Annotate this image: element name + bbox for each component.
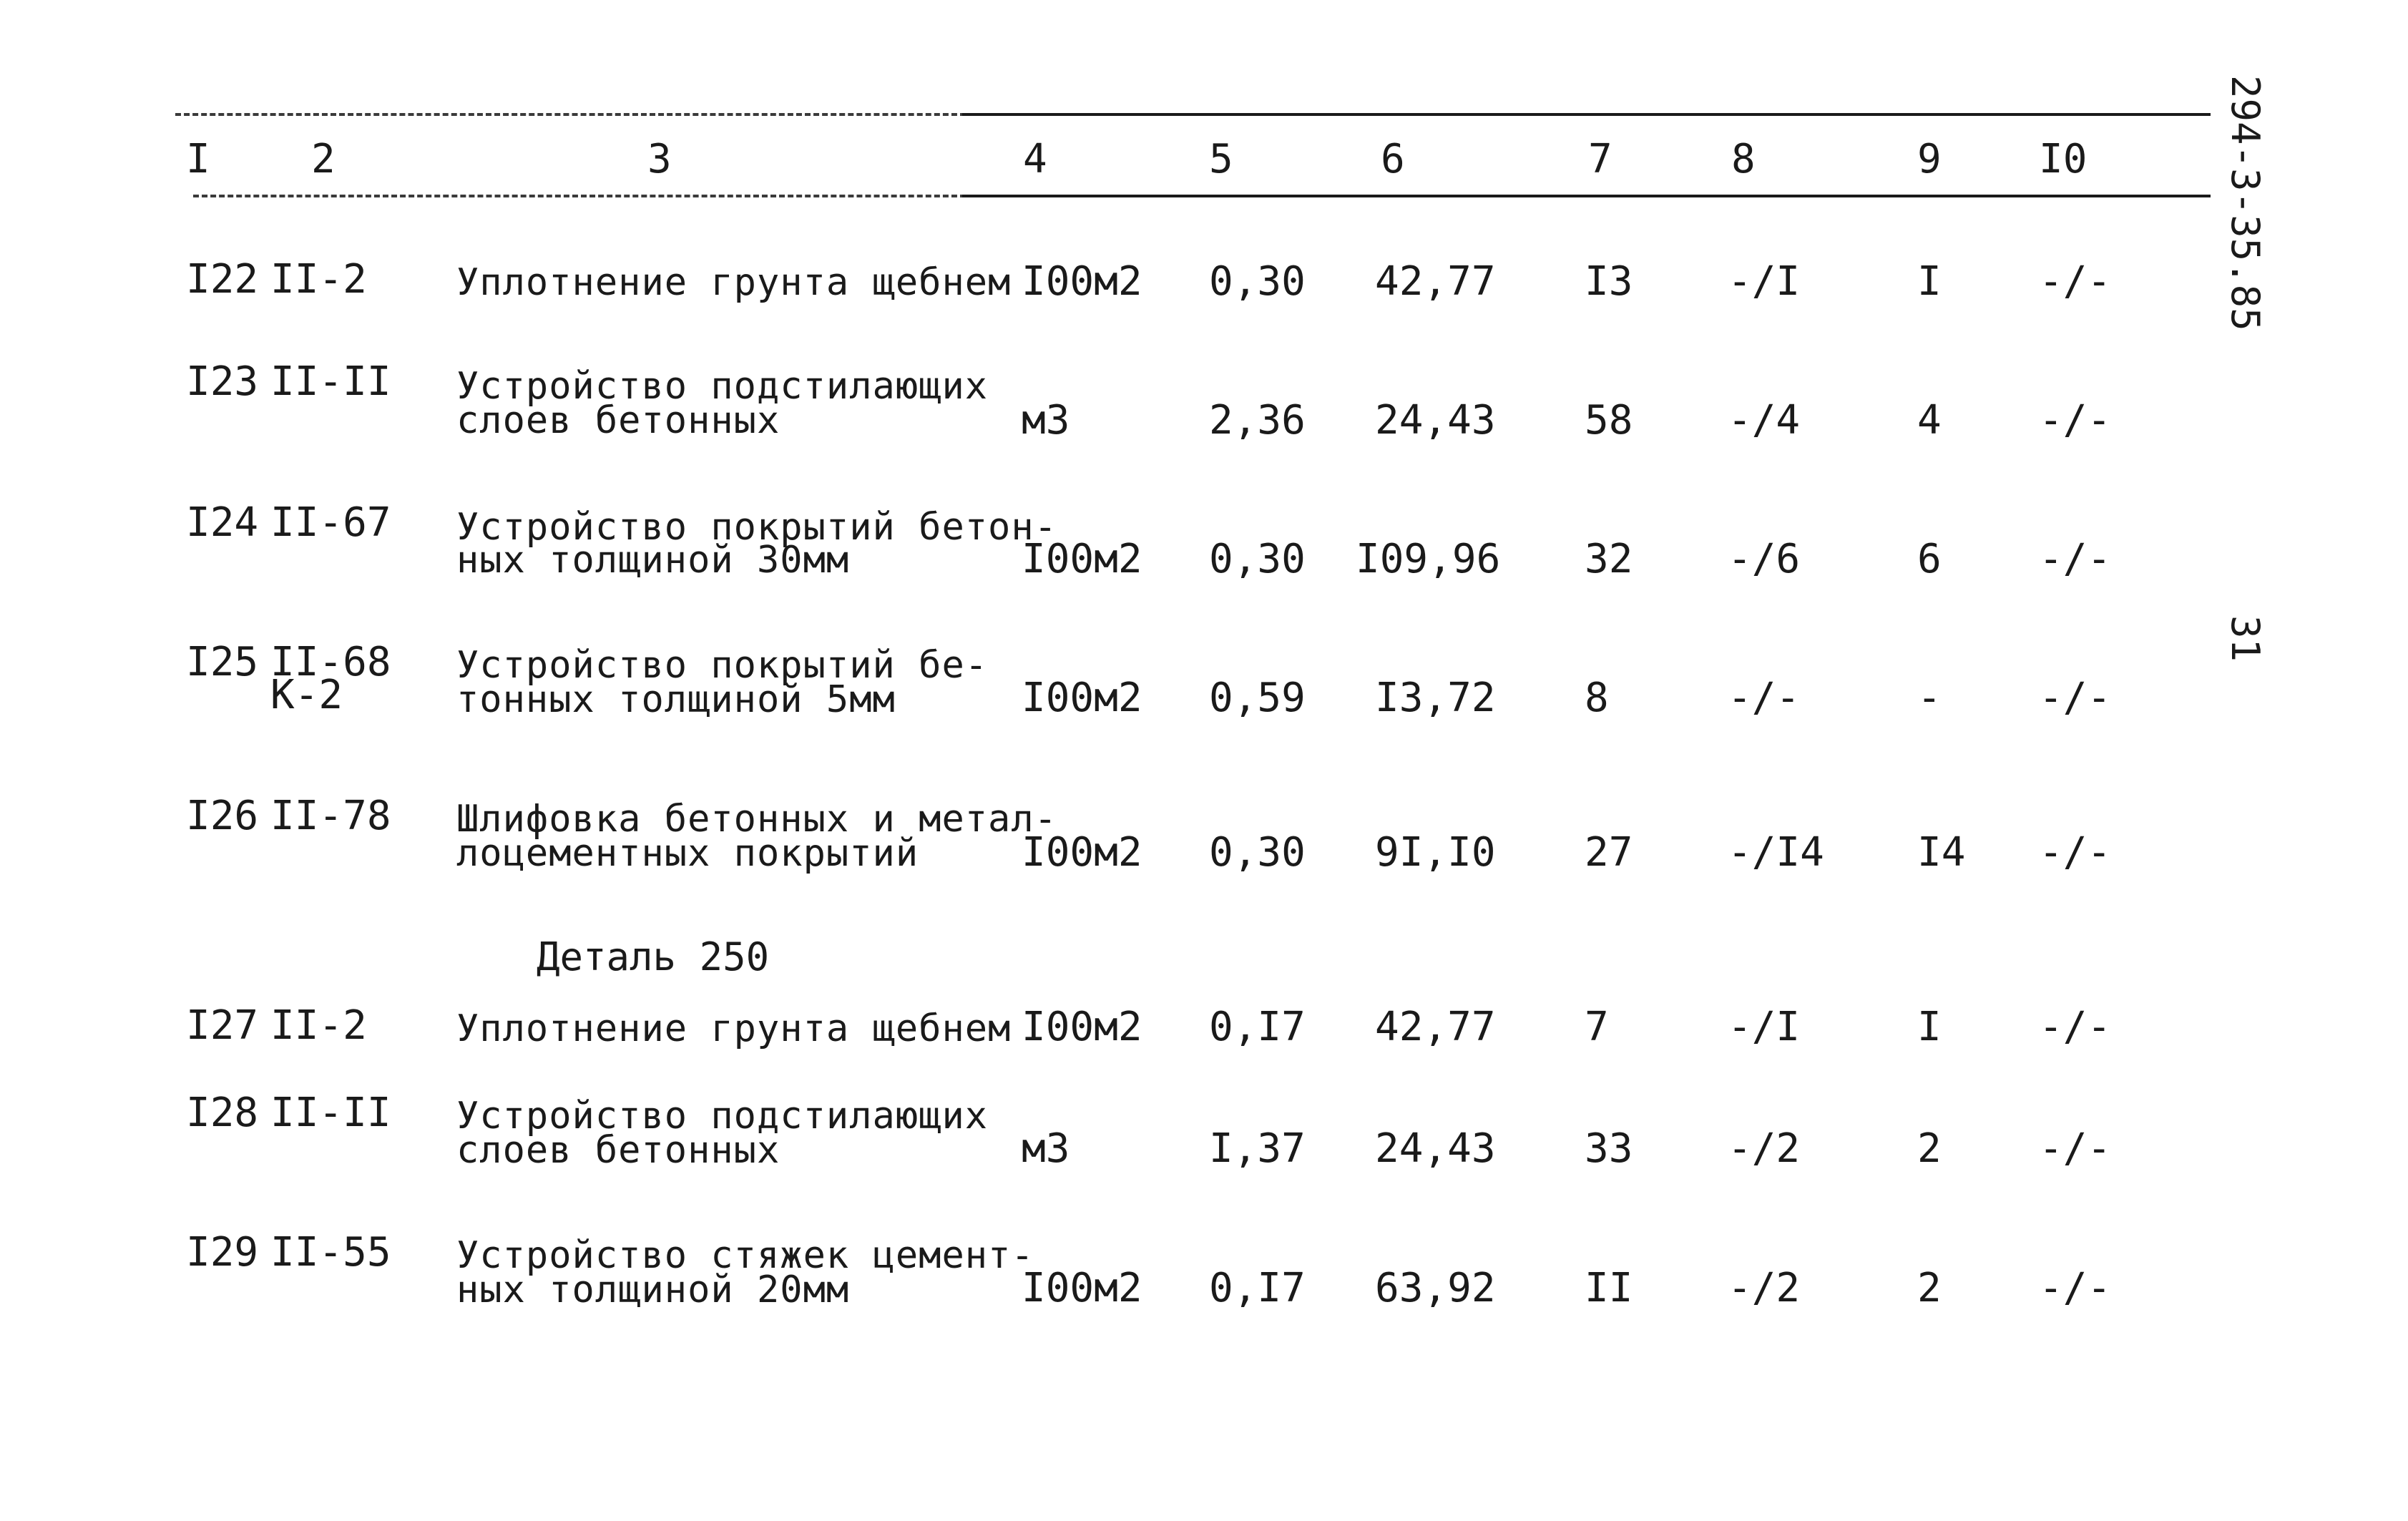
row-number: I23 (186, 358, 259, 405)
unit: м3 (1022, 1125, 1070, 1172)
column-header-1: I (186, 136, 210, 182)
rate-code: II-55 (270, 1229, 391, 1276)
column-header-10: I0 (2039, 136, 2088, 182)
column-10-value: -/- (2039, 258, 2112, 305)
header-bottom-rule (193, 195, 966, 197)
rate-code: II-78 (270, 793, 391, 839)
unit: I00м2 (1022, 675, 1142, 721)
unit-price: I3,72 (1375, 675, 1496, 721)
unit: I00м2 (1022, 1004, 1142, 1050)
rate-code: II-II (270, 1090, 391, 1136)
work-description-line-1: Шлифовка бетонных и метал- (456, 798, 1057, 841)
unit-price: 42,77 (1375, 1004, 1496, 1050)
column-9-value: 6 (1917, 536, 1942, 582)
work-description-line-2: слоев бетонных (456, 399, 780, 442)
column-header-8: 8 (1731, 136, 1756, 182)
unit-price: 42,77 (1375, 258, 1496, 305)
row-number: I27 (186, 1002, 259, 1049)
unit: м3 (1022, 397, 1070, 444)
unit-price: 24,43 (1375, 397, 1496, 444)
work-description-line-1: Устройство покрытий бетон- (456, 506, 1057, 549)
column-10-value: -/- (2039, 397, 2112, 444)
column-10-value: -/- (2039, 1004, 2112, 1050)
column-header-6: 6 (1381, 136, 1405, 182)
quantity: 2,36 (1209, 397, 1306, 444)
rate-code-line-2: К-2 (270, 672, 343, 718)
unit: I00м2 (1022, 536, 1142, 582)
column-8-value: -/4 (1728, 397, 1801, 444)
work-description-line-2: лоцементных покрытий (456, 832, 919, 875)
work-description-line-2: тонных толщиной 5мм (456, 678, 896, 721)
column-10-value: -/- (2039, 1265, 2112, 1311)
column-8-value: -/I (1728, 1004, 1801, 1050)
column-7-value: 33 (1585, 1125, 1633, 1172)
row-number: I29 (186, 1229, 259, 1276)
row-number: I26 (186, 793, 259, 839)
unit: I00м2 (1022, 1265, 1142, 1311)
column-7-value: I3 (1585, 258, 1633, 305)
column-9-value: 4 (1917, 397, 1942, 444)
column-8-value: -/2 (1728, 1265, 1801, 1311)
work-description-line-2: ных толщиной 30мм (456, 539, 850, 582)
document-code: 294-3-35.85 (2223, 75, 2268, 331)
rate-code: II-67 (270, 499, 391, 546)
column-10-value: -/- (2039, 1125, 2112, 1172)
work-description: Уплотнение грунта щебнем (456, 261, 1012, 304)
row-number: I28 (186, 1090, 259, 1136)
row-number: I25 (186, 639, 259, 685)
work-description-line-1: Устройство подстилающих (456, 365, 989, 408)
header-bottom-rule-right (962, 195, 2211, 197)
quantity: 0,59 (1209, 675, 1306, 721)
column-9-value: 2 (1917, 1125, 1942, 1172)
work-description-line-2: ных толщиной 20мм (456, 1268, 850, 1311)
section-subheading: Деталь 250 (537, 934, 770, 979)
column-10-value: -/- (2039, 829, 2112, 876)
column-9-value: I (1917, 258, 1942, 305)
row-number: I24 (186, 499, 259, 546)
unit: I00м2 (1022, 829, 1142, 876)
column-header-5: 5 (1209, 136, 1233, 182)
column-8-value: -/- (1728, 675, 1801, 721)
header-top-rule (175, 113, 966, 116)
column-header-9: 9 (1917, 136, 1942, 182)
column-7-value: 7 (1585, 1004, 1609, 1050)
column-8-value: -/2 (1728, 1125, 1801, 1172)
column-7-value: 32 (1585, 536, 1633, 582)
rate-code: II-2 (270, 1002, 367, 1049)
column-7-value: 58 (1585, 397, 1633, 444)
column-header-3: 3 (647, 136, 672, 182)
unit-price: 9I,I0 (1375, 829, 1496, 876)
column-8-value: -/6 (1728, 536, 1801, 582)
quantity: 0,30 (1209, 536, 1306, 582)
column-8-value: -/I4 (1728, 829, 1824, 876)
rate-code: II-2 (270, 256, 367, 303)
work-description-line-1: Устройство подстилающих (456, 1095, 989, 1138)
column-7-value: 8 (1585, 675, 1609, 721)
row-number: I22 (186, 256, 259, 303)
rate-code: II-68 (270, 639, 391, 685)
column-7-value: 27 (1585, 829, 1633, 876)
work-description-line-1: Устройство стяжек цемент- (456, 1234, 1034, 1277)
column-9-value: 2 (1917, 1265, 1942, 1311)
column-header-4: 4 (1023, 136, 1047, 182)
column-9-value: - (1917, 675, 1942, 721)
column-8-value: -/I (1728, 258, 1801, 305)
column-header-2: 2 (311, 136, 336, 182)
work-description-line-1: Устройство покрытий бе- (456, 644, 989, 687)
quantity: I,37 (1209, 1125, 1306, 1172)
page-number: 31 (2223, 615, 2268, 662)
column-10-value: -/- (2039, 536, 2112, 582)
work-description: Уплотнение грунта щебнем (456, 1007, 1012, 1050)
header-top-rule-right (962, 113, 2211, 116)
quantity: 0,30 (1209, 258, 1306, 305)
quantity: 0,I7 (1209, 1265, 1306, 1311)
rate-code: II-II (270, 358, 391, 405)
column-9-value: I4 (1917, 829, 1966, 876)
unit-price: I09,96 (1356, 536, 1501, 582)
work-description-line-2: слоев бетонных (456, 1129, 780, 1172)
quantity: 0,30 (1209, 829, 1306, 876)
unit-price: 24,43 (1375, 1125, 1496, 1172)
column-header-7: 7 (1588, 136, 1612, 182)
column-9-value: I (1917, 1004, 1942, 1050)
unit: I00м2 (1022, 258, 1142, 305)
column-7-value: II (1585, 1265, 1633, 1311)
column-10-value: -/- (2039, 675, 2112, 721)
unit-price: 63,92 (1375, 1265, 1496, 1311)
quantity: 0,I7 (1209, 1004, 1306, 1050)
